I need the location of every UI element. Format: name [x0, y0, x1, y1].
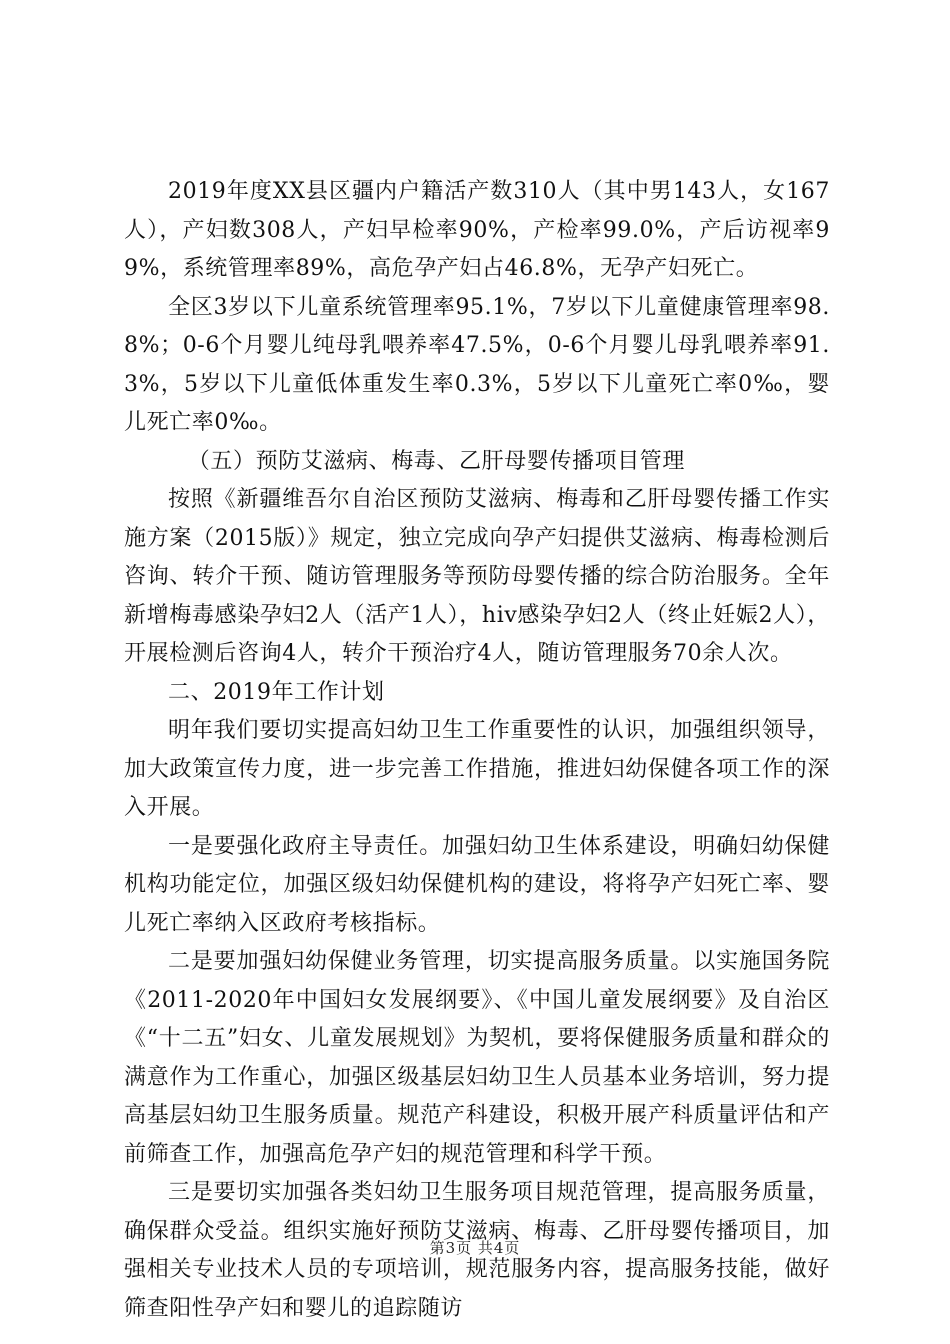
paragraph-plan-intro: 明年我们要切实提高妇幼卫生工作重要性的认识，加强组织领导，加大政策宣传力度，进一步完善工作措施，推进妇幼保健各项工作的深入开展。 — [124, 718, 830, 820]
paragraph-plan-item-3: 三是要切实加强各类妇幼卫生服务项目规范管理，提高服务质量，确保群众受益。组织实施好预防艾滋病、梅毒、乙肝母婴传播项目，加强相关专业技术人员的专项培训，规范服务内容，提高服务技能，做好筛查阳性孕产妇和婴儿的追踪随访 — [124, 1180, 830, 1321]
paragraph-child-stats: 全区3岁以下儿童系统管理率95.1%，7岁以下儿童健康管理率98.8%；0-6个月婴儿纯母乳喂养率47.5%，0-6个月婴儿母乳喂养率91.3%，5岁以下儿童低体重发生率0.3%，5岁以下儿童死亡率0‰，婴儿死亡率0‰。 — [124, 294, 830, 435]
paragraph-plan-item-2: 二是要加强妇幼保健业务管理，切实提高服务质量。以实施国务院《2011-2020年中国妇女发展纲要》、《中国儿童发展纲要》及自治区《“十二五”妇女、儿童发展规划》为契机，要将保健服务质量和群众的满意作为工作重心，加强区级基层妇幼卫生人员基本业务培训，努力提高基层妇幼卫生服务质量。规范产科建设，积极开展产科质量评估和产前筛查工作，加强高危孕产妇的规范管理和科学干预。 — [124, 949, 830, 1167]
section-heading-prevention: （五）预防艾滋病、梅毒、乙肝母婴传播项目管理 — [187, 448, 685, 474]
paragraph-maternal-stats: 2019年度XX县区疆内户籍活产数310人（其中男143人，女167人），产妇数308人，产妇早检率90%，产检率99.0%，产后访视率99%，系统管理率89%，高危孕产妇占46.8%，无孕产妇死亡。 — [124, 179, 830, 281]
section-heading-work-plan: 二、2019年工作计划 — [168, 679, 385, 705]
document-body — [124, 173, 830, 1328]
paragraph-prevention-program: 按照《新疆维吾尔自治区预防艾滋病、梅毒和乙肝母婴传播工作实施方案（2015版）》规定，独立完成向孕产妇提供艾滋病、梅毒检测后咨询、转介干预、随访管理服务等预防母婴传播的综合防治服务。全年新增梅毒感染孕妇2人（活产1人），hiv感染孕妇2人（终止妊娠2人），开展检测后咨询4人，转介干预治疗4人，随访管理服务70余人次。 — [124, 487, 830, 666]
page-number-footer: 第3页 共4页 — [429, 1239, 521, 1257]
paragraph-plan-item-1: 一是要强化政府主导责任。加强妇幼卫生体系建设，明确妇幼保健机构功能定位，加强区级妇幼保健机构的建设，将将孕产妇死亡率、婴儿死亡率纳入区政府考核指标。 — [124, 833, 830, 936]
